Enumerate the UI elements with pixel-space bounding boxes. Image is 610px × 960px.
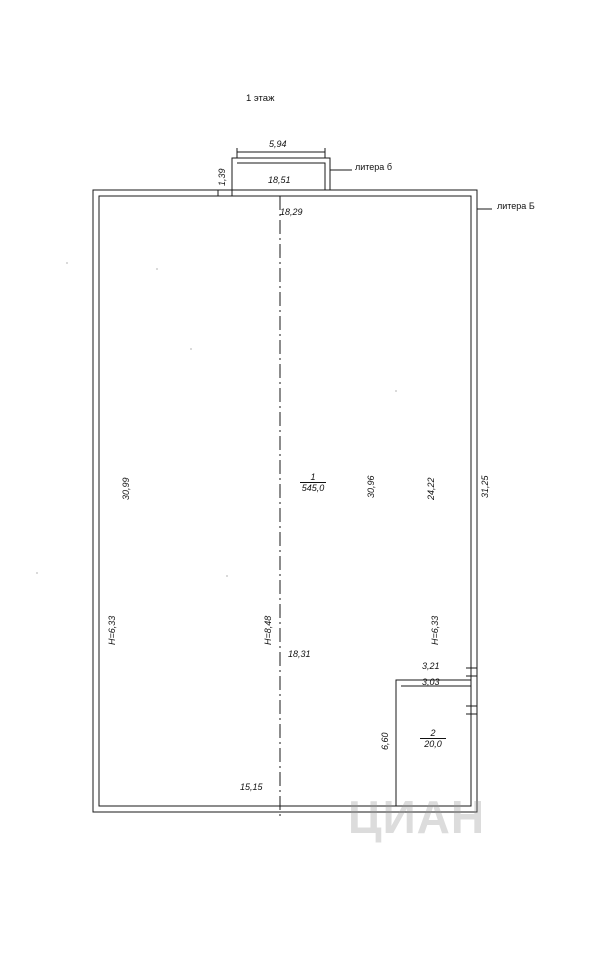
dimension-3-03: 3,03 — [422, 677, 440, 687]
room-2-area: 20,0 — [424, 739, 442, 750]
dimension-1-39: 1,39 — [217, 168, 227, 186]
room-label-1 — [293, 472, 333, 494]
room-label-2 — [413, 728, 453, 750]
label-litera-b-big: литера Б — [497, 201, 535, 211]
watermark-cian: ЦИАН — [348, 791, 486, 843]
height-left-6-33: H=6,33 — [107, 615, 117, 645]
dimension-30-99: 30,99 — [121, 477, 131, 500]
plan-title: 1 этаж — [246, 93, 275, 104]
room-1-area: 545,0 — [301, 483, 325, 494]
dimension-18-29: 18,29 — [280, 207, 303, 217]
dimension-18-51: 18,51 — [268, 175, 291, 185]
dimension-6-60: 6,60 — [380, 732, 390, 750]
dimension-3-21: 3,21 — [422, 661, 440, 671]
room-1-number: 1 — [310, 472, 316, 482]
height-center-8-48: H=8,48 — [263, 615, 273, 645]
height-right-6-33: H=6,33 — [430, 615, 440, 645]
label-litera-b-small: литера б — [355, 162, 392, 172]
dimension-31-25: 31,25 — [480, 475, 490, 498]
dimension-30-96: 30,96 — [366, 475, 376, 498]
dimension-24-22: 24,22 — [426, 477, 436, 500]
dimension-18-31: 18,31 — [288, 649, 311, 659]
dimension-5-94: 5,94 — [269, 139, 287, 149]
room-2-number: 2 — [430, 728, 436, 738]
dimension-15-15: 15,15 — [240, 782, 263, 792]
